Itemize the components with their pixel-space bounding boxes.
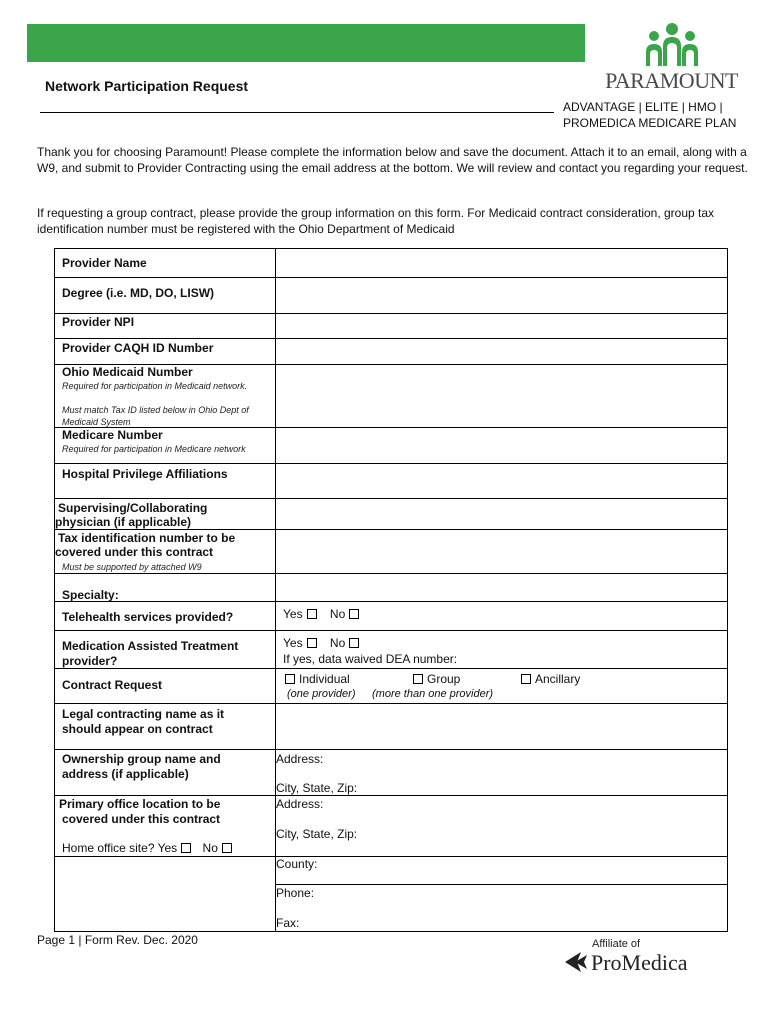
logo-text: PARAMOUNT — [605, 68, 738, 93]
group-note: (more than one provider) — [372, 688, 494, 700]
mat-yes-label: Yes — [283, 636, 303, 650]
label-provider-npi: Provider NPI — [62, 315, 135, 329]
ancillary-checkbox[interactable] — [521, 674, 531, 684]
telehealth-options — [283, 607, 359, 622]
intro-paragraph-1: Thank you for choosing Paramount! Please complete the information below and save the document. Attach it to an email, along with a W9, and submit to Provider Contracting using the email address at the bottom. We will review and contact you regarding your request. — [37, 145, 748, 175]
label-contract-request: Contract Request — [62, 678, 163, 692]
label-degree: Degree (i.e. MD, DO, LISW) — [62, 286, 215, 300]
home-office-label: Home office site? Yes — [62, 841, 178, 855]
individual-checkbox[interactable] — [285, 674, 295, 684]
label-legal-2: should appear on contract — [62, 722, 213, 736]
row-line — [54, 313, 728, 314]
label-caqh: Provider CAQH ID Number — [62, 341, 214, 355]
ancillary-label: Ancillary — [535, 672, 581, 686]
telehealth-yes-checkbox[interactable] — [307, 609, 317, 619]
page-title: Network Participation Request — [45, 78, 249, 94]
promedica-affiliate-logo — [563, 938, 723, 978]
telehealth-no-label: No — [329, 607, 346, 621]
label-legal-1: Legal contracting name as it — [62, 707, 225, 721]
primary-city-label: City, State, Zip: — [276, 827, 358, 841]
plans-line-1: ADVANTAGE | ELITE | HMO | — [563, 100, 723, 114]
label-ohio-medicaid: Ohio Medicaid Number — [62, 365, 193, 379]
row-line — [54, 668, 728, 669]
row-line — [54, 856, 728, 857]
label-mat-2: provider? — [62, 654, 118, 668]
row-line — [54, 703, 728, 704]
mat-yes-checkbox[interactable] — [307, 638, 317, 648]
mat-no-label: No — [329, 636, 346, 650]
individual-note: (one provider) — [287, 688, 356, 700]
paramount-people-icon — [644, 22, 700, 68]
dea-label: If yes, data waived DEA number: — [283, 652, 458, 666]
label-primary-2: covered under this contract — [62, 812, 221, 826]
note-ohio-medicaid-1: Required for participation in Medicaid network. — [62, 381, 248, 391]
label-mat-1: Medication Assisted Treatment — [62, 639, 239, 653]
row-line — [54, 277, 728, 278]
ownership-city-label: City, State, Zip: — [276, 781, 358, 795]
county-label: County: — [276, 857, 318, 871]
fax-label: Fax: — [276, 916, 300, 930]
row-line — [275, 884, 728, 885]
paramount-logo — [604, 22, 739, 94]
label-tax-1: Tax identification number to be — [58, 531, 236, 545]
mat-options — [283, 636, 359, 651]
label-tax-2: covered under this contract — [55, 545, 214, 559]
home-office-no-label: No — [202, 841, 218, 855]
row-line — [54, 931, 728, 932]
row-line — [54, 248, 728, 249]
note-ohio-medicaid-2: Must match Tax ID listed below in Ohio Dept of Medicaid System — [62, 405, 249, 427]
label-telehealth: Telehealth services provided? — [62, 610, 234, 624]
home-office-yes-checkbox[interactable] — [181, 843, 191, 853]
row-line — [54, 573, 728, 574]
header-green-bar — [27, 24, 585, 62]
phone-label: Phone: — [276, 886, 315, 900]
home-office-no-checkbox[interactable] — [222, 843, 232, 853]
contract-individual — [285, 672, 350, 687]
label-supervising-2: physician (if applicable) — [55, 515, 192, 529]
individual-label: Individual — [299, 672, 350, 686]
plan-list — [563, 99, 763, 131]
home-office-question — [62, 841, 232, 856]
promedica-text: ProMedica — [591, 950, 688, 975]
row-line — [54, 630, 728, 631]
label-medicare: Medicare Number — [62, 428, 163, 442]
label-ownership-2: address (if applicable) — [62, 767, 189, 781]
mat-no-checkbox[interactable] — [349, 638, 359, 648]
contract-ancillary — [521, 672, 580, 687]
label-supervising-1: Supervising/Collaborating — [58, 501, 208, 515]
group-checkbox[interactable] — [413, 674, 423, 684]
contract-group — [413, 672, 460, 687]
plans-line-2: PROMEDICA MEDICARE PLAN — [563, 116, 737, 130]
telehealth-no-checkbox[interactable] — [349, 609, 359, 619]
title-rule — [40, 112, 554, 113]
note-tax: Must be supported by attached W9 — [62, 562, 202, 572]
note-medicare: Required for participation in Medicare network — [62, 444, 246, 454]
page-footer: Page 1 | Form Rev. Dec. 2020 — [37, 933, 198, 947]
primary-address-label: Address: — [276, 797, 324, 811]
ownership-address-label: Address: — [276, 752, 324, 766]
label-ownership-1: Ownership group name and — [62, 752, 221, 766]
telehealth-yes-label: Yes — [283, 607, 303, 621]
label-specialty: Specialty: — [62, 588, 119, 602]
label-primary-1: Primary office location to be — [59, 797, 221, 811]
label-hospital: Hospital Privilege Affiliations — [62, 467, 228, 481]
row-line — [54, 498, 728, 499]
row-line — [54, 601, 728, 602]
row-line — [54, 338, 728, 339]
promedica-arrow-icon — [563, 950, 589, 974]
row-line — [54, 795, 728, 796]
intro-paragraph-2: If requesting a group contract, please provide the group information on this form. For Medicaid contract consideration, group tax identification number must be registered with the Ohio Department of Medicaid — [37, 206, 715, 236]
row-line — [54, 463, 728, 464]
label-provider-name: Provider Name — [62, 256, 147, 270]
form-right-border — [727, 248, 728, 932]
row-line — [54, 749, 728, 750]
affiliate-text: Affiliate of — [592, 938, 641, 950]
group-label: Group — [427, 672, 461, 686]
